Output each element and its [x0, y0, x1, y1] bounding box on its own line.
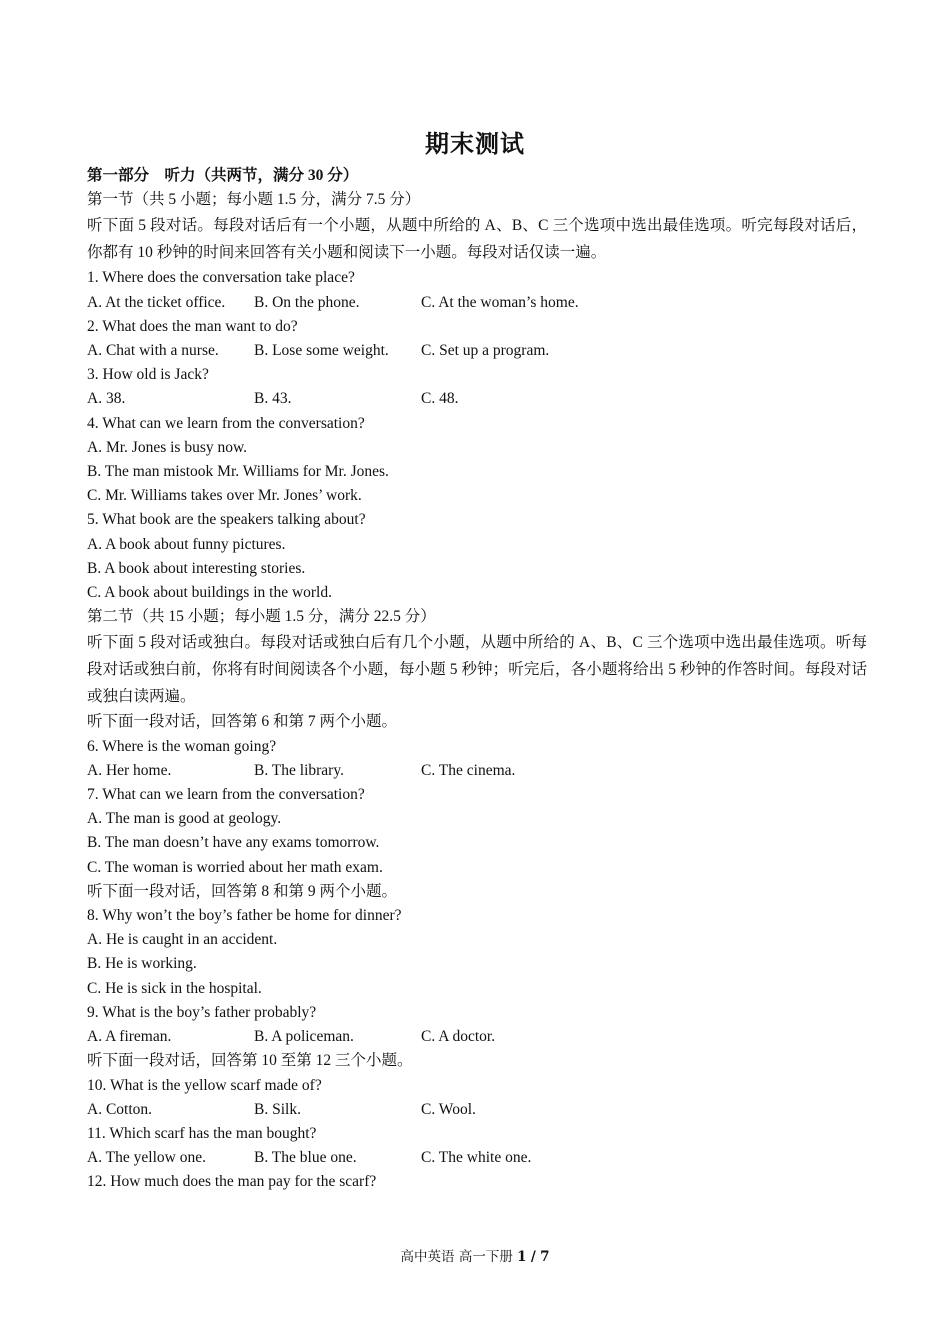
- question-2: 2. What does the man want to do?: [87, 317, 298, 335]
- option-7a: A. The man is good at geology.: [87, 810, 282, 828]
- option-11c: C. The white one.: [421, 1149, 532, 1167]
- section2-instructions: 听下面 5 段对话或独白。每段对话或独白后有几个小题，从题中所给的 A、B、C 三个选项中选出最佳选项。听每段对话或独白前，你将有时间阅读各个小题，每小题 5 秒钟；听完后，各小题将给出 5 秒钟的作答时间。每段对话或独白读两遍。: [87, 634, 867, 706]
- option-4b: B. The man mistook Mr. Williams for Mr. Jones.: [87, 463, 389, 481]
- option-3b: B. 43.: [254, 390, 292, 408]
- question-12: 12. How much does the man pay for the scarf?: [87, 1173, 377, 1191]
- options-2: [87, 339, 867, 363]
- option-1a: A. At the ticket office.: [87, 293, 226, 311]
- option-8b: B. He is working.: [87, 955, 197, 973]
- option-5a: A. A book about funny pictures.: [87, 535, 286, 553]
- options-3: [87, 387, 867, 411]
- footer-total-pages: 7: [540, 1249, 550, 1265]
- option-9c: C. A doctor.: [421, 1028, 496, 1046]
- option-8c: C. He is sick in the hospital.: [87, 979, 262, 997]
- dialog-8-intro: 听下面一段对话，回答第 10 至第 12 三个小题。: [87, 1052, 413, 1070]
- question-4: 4. What can we learn from the conversation?: [87, 414, 365, 432]
- footer-separator: /: [530, 1249, 536, 1265]
- option-9b: B. A policeman.: [254, 1028, 354, 1046]
- option-3a: A. 38.: [87, 390, 126, 408]
- question-8: 8. Why won’t the boy’s father be home for dinner?: [87, 907, 402, 925]
- option-5c: C. A book about buildings in the world.: [87, 584, 332, 602]
- section2-heading: 第二节（共 15 小题；每小题 1.5 分，满分 22.5 分）: [87, 608, 436, 626]
- question-7: 7. What can we learn from the conversation?: [87, 786, 365, 804]
- option-6a: A. Her home.: [87, 761, 172, 779]
- question-1: 1. Where does the conversation take place?: [87, 269, 355, 287]
- option-6c: C. The cinema.: [421, 761, 516, 779]
- question-5: 5. What book are the speakers talking about?: [87, 511, 366, 529]
- question-11: 11. Which scarf has the man bought?: [87, 1124, 317, 1142]
- option-3c: C. 48.: [421, 390, 459, 408]
- option-7c: C. The woman is worried about her math exam.: [87, 858, 383, 876]
- option-10c: C. Wool.: [421, 1100, 476, 1118]
- option-1b: B. On the phone.: [254, 293, 360, 311]
- option-6b: B. The library.: [254, 761, 344, 779]
- option-8a: A. He is caught in an accident.: [87, 931, 278, 949]
- part1-heading: 第一部分 听力（共两节，满分 30 分）: [87, 167, 359, 184]
- option-2c: C. Set up a program.: [421, 342, 550, 360]
- question-9: 9. What is the boy’s father probably?: [87, 1003, 317, 1021]
- exam-content: [87, 164, 867, 1195]
- options-11: [87, 1146, 867, 1170]
- option-11a: A. The yellow one.: [87, 1149, 206, 1167]
- options-6: [87, 759, 867, 783]
- dialog-7-intro: 听下面一段对话，回答第 8 和第 9 两个小题。: [87, 882, 398, 900]
- option-1c: C. At the woman’s home.: [421, 293, 579, 311]
- option-4c: C. Mr. Williams takes over Mr. Jones’ work.: [87, 487, 362, 505]
- option-2b: B. Lose some weight.: [254, 342, 389, 360]
- section1-instructions: 听下面 5 段对话。每段对话后有一个小题，从题中所给的 A、B、C 三个选项中选出最佳选项。听完每段对话后，你都有 10 秒钟的时间来回答有关小题和阅读下一小题。每段对话仅读一遍。: [87, 217, 867, 262]
- option-10a: A. Cotton.: [87, 1100, 153, 1118]
- option-4a: A. Mr. Jones is busy now.: [87, 438, 248, 456]
- options-1: [87, 291, 867, 315]
- footer-page-number: 1: [517, 1249, 527, 1265]
- question-3: 3. How old is Jack?: [87, 366, 209, 384]
- dialog-6-intro: 听下面一段对话，回答第 6 和第 7 两个小题。: [87, 713, 398, 731]
- option-11b: B. The blue one.: [254, 1149, 357, 1167]
- page-footer: [0, 1245, 950, 1265]
- options-10: [87, 1098, 867, 1122]
- option-9a: A. A fireman.: [87, 1028, 172, 1046]
- footer-text: 高中英语 高一下册: [400, 1249, 513, 1265]
- question-6: 6. Where is the woman going?: [87, 737, 277, 755]
- option-7b: B. The man doesn’t have any exams tomorrow.: [87, 834, 380, 852]
- question-10: 10. What is the yellow scarf made of?: [87, 1076, 322, 1094]
- options-9: [87, 1025, 867, 1049]
- option-2a: A. Chat with a nurse.: [87, 342, 219, 360]
- option-5b: B. A book about interesting stories.: [87, 559, 306, 577]
- option-10b: B. Silk.: [254, 1100, 301, 1118]
- page-title: 期末测试: [425, 129, 525, 158]
- section1-heading: 第一节（共 5 小题；每小题 1.5 分，满分 7.5 分）: [87, 191, 421, 209]
